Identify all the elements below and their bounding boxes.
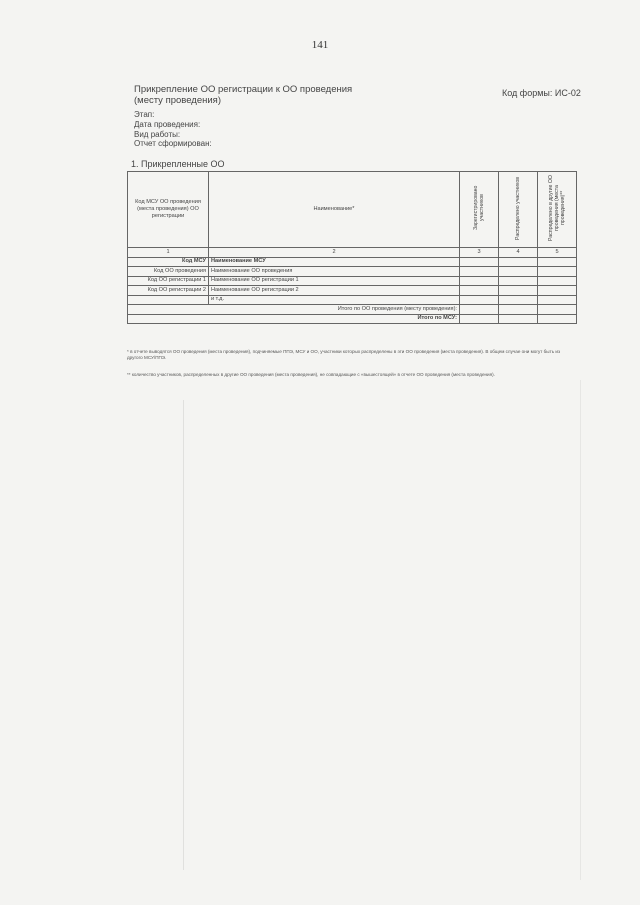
row-value	[499, 305, 538, 315]
row-value	[460, 267, 499, 277]
row-name: Наименование ОО регистрации 1	[209, 276, 460, 286]
footnote-1: * в отчете выводятся ОО проведения (места проведения), подчиняемые ППЭ, МСУ и ОО, участники которых распределены в эти ОО проведения (места проведения). В общем случае они могут быть из другого МСУ/ППЭ.	[127, 349, 561, 361]
header-code: Код МСУ ОО проведения (места проведения) ОО регистрации	[128, 172, 209, 248]
footnote-2: ** количество участников, распределенных в другие ОО проведения (места проведения), не совпадающие с «вышестоящей» в отчете ОО проведения (места проведения).	[127, 372, 495, 377]
row-value	[460, 257, 499, 267]
row-name: Наименование МСУ	[209, 257, 460, 267]
row-value	[499, 314, 538, 324]
header-distributed: Распределено участников	[499, 172, 538, 248]
column-number: 3	[460, 248, 499, 258]
row-code: Код МСУ	[128, 257, 209, 267]
row-value	[538, 286, 577, 296]
row-value	[460, 305, 499, 315]
column-number: 2	[209, 248, 460, 258]
row-value	[460, 314, 499, 324]
row-code: Код ОО регистрации 2	[128, 286, 209, 296]
row-value	[538, 257, 577, 267]
meta-report-formed: Отчет сформирован:	[134, 139, 212, 149]
row-value	[538, 295, 577, 305]
total-pp-label: Итого по ОО проведения (месту проведения):	[128, 305, 460, 315]
scan-artifact	[580, 380, 581, 880]
form-title-line1: Прикрепление ОО регистрации к ОО проведения	[134, 84, 353, 95]
meta-stage: Этап:	[134, 110, 155, 119]
row-name: Наименование ОО регистрации 2	[209, 286, 460, 296]
meta-work-type: Вид работы:	[134, 129, 181, 139]
row-value	[538, 314, 577, 324]
table-row	[128, 267, 577, 277]
table-row	[128, 286, 577, 296]
row-value	[460, 276, 499, 286]
row-value	[460, 286, 499, 296]
header-registered: Зарегистрировано участников	[460, 172, 499, 248]
form-meta	[134, 110, 212, 149]
row-name: и т.д.	[209, 295, 460, 305]
attachment-table	[127, 171, 577, 324]
form-title	[134, 84, 434, 106]
total-pp-row	[128, 305, 577, 315]
section-title: 1. Прикрепленные ОО	[131, 159, 225, 169]
column-number: 5	[538, 248, 577, 258]
table-header-row	[128, 172, 577, 248]
meta-date: Дата проведения:	[134, 119, 201, 129]
header-name: Наименование*	[209, 172, 460, 248]
header-distributed-other: Распределено в другие ОО проведения (места проведения)**	[538, 172, 577, 248]
page-number: 141	[311, 39, 329, 51]
table-row	[128, 295, 577, 305]
table-row	[128, 257, 577, 267]
table-row	[128, 276, 577, 286]
row-value	[538, 276, 577, 286]
total-msu-label: Итого по МСУ:	[128, 314, 460, 324]
form-code: Код формы: ИС-02	[502, 88, 581, 98]
column-number: 4	[499, 248, 538, 258]
row-value	[499, 295, 538, 305]
column-number: 1	[128, 248, 209, 258]
row-code	[128, 295, 209, 305]
row-value	[538, 305, 577, 315]
row-value	[499, 276, 538, 286]
row-value	[499, 267, 538, 277]
total-msu-row	[128, 314, 577, 324]
column-numbers-row	[128, 248, 577, 258]
row-value	[538, 267, 577, 277]
scan-artifact	[183, 400, 184, 870]
row-value	[499, 286, 538, 296]
row-code: Код ОО проведения	[128, 267, 209, 277]
row-name: Наименование ОО проведения	[209, 267, 460, 277]
row-value	[499, 257, 538, 267]
row-code: Код ОО регистрации 1	[128, 276, 209, 286]
row-value	[460, 295, 499, 305]
form-title-line2: (месту проведения)	[134, 95, 221, 106]
